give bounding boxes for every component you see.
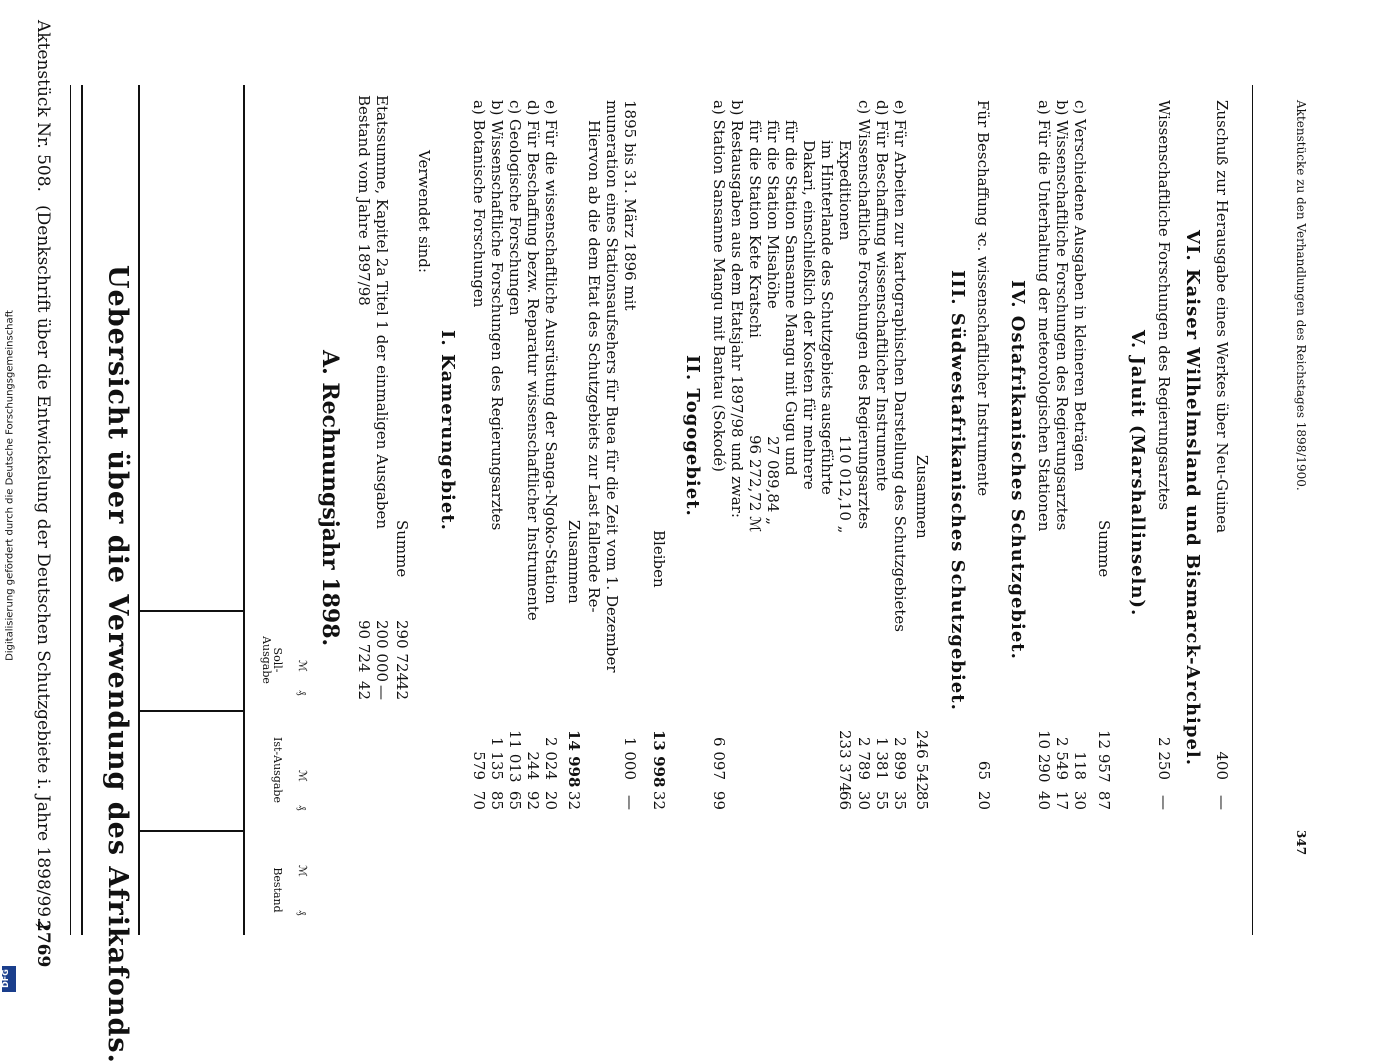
ostafrika-item-a: a) Für die Unterhaltung der meteorologischen Stationen xyxy=(1035,100,1053,532)
togo-zusammen-pf: 85 xyxy=(913,790,931,810)
suedwest-item-pf: 20 xyxy=(975,790,993,810)
kamerun-zusammen-mark: 14 998 xyxy=(565,730,583,788)
ostafrika-item-c: c) Verschiedene Ausgaben in kleineren Beträgen xyxy=(1071,100,1089,472)
col-divider-2 xyxy=(138,710,243,712)
col-divider-1 xyxy=(138,610,243,612)
suedwest-item-mark: 65 xyxy=(975,760,993,780)
col-unit-ist-mark: ℳ xyxy=(296,770,309,782)
kamerun-item-a-pf: 70 xyxy=(470,790,488,810)
kamerun-item-b: b) Wissenschaftliche Forschungen des Regierungsarztes xyxy=(488,100,506,531)
header-page-number: 2769 xyxy=(33,920,53,968)
summe-mark: 290 724 xyxy=(393,620,411,683)
kamerun-bleiben-label: Bleiben xyxy=(650,530,668,588)
etats-pf: — xyxy=(373,685,391,700)
dfg-logo-text: DFG xyxy=(0,969,10,988)
ostafrika-heading: IV. Ostafrikanisches Schutzgebiet. xyxy=(1007,280,1028,660)
summe-label: Summe xyxy=(393,520,411,578)
ostafrika-summe-pf: 87 xyxy=(1095,790,1113,810)
bestand-label: Bestand vom Jahre 1897/98 xyxy=(355,95,373,306)
col-header-soll: Soll-Ausgabe xyxy=(260,636,284,684)
togo-item-a: a) Station Sansanne Mangu mit Bantau (Sokodé) xyxy=(710,100,728,473)
togo-b-amount: 110 012,10 „ xyxy=(836,435,854,534)
togo-item-c: c) Wissenschaftliche Forschungen des Regierungsarztes xyxy=(855,100,873,530)
kamerun-item-d: d) Für Beschaffung bezw. Reparatur wissenschaftlicher Instrumente xyxy=(524,100,542,621)
wilhelmsland-heading: VI. Kaiser Wilhelmsland und Bismarck-Archipel. xyxy=(1182,230,1203,767)
col-unit-soll-mark: ℳ xyxy=(296,660,309,672)
jaluit-item: Wissenschaftliche Forschungen des Regierungsarztes xyxy=(1155,100,1173,511)
col-header-ist: Ist-Ausgabe xyxy=(271,737,284,803)
kamerun-hiervon-line3: 1895 bis 31. März 1896 mit xyxy=(621,100,639,311)
summe-pf: 42 xyxy=(393,680,411,700)
col-header-bestand: Bestand xyxy=(271,867,284,913)
kamerun-item-c: c) Geologische Forschungen xyxy=(506,100,524,316)
ostafrika-item-b: b) Wissenschaftliche Forschungen des Regierungsarztes xyxy=(1053,100,1071,531)
table-bottom-rule xyxy=(1252,85,1253,935)
dfg-logo xyxy=(2,966,16,992)
table-header-rule xyxy=(138,85,140,935)
etats-mark: 200 000 xyxy=(373,620,391,683)
togo-zusammen-mark: 246 542 xyxy=(913,730,931,793)
togo-item-a-mark: 6 097 xyxy=(710,737,728,780)
kamerun-hiervon-line2: muneration eines Stationsaufsehers für Buea für die Zeit vom 1. Dezember xyxy=(603,100,621,673)
ostafrika-item-a-pf: 40 xyxy=(1035,790,1053,810)
col-unit-ist-pf: ₰ xyxy=(296,805,309,811)
kamerun-zusammen-label: Zusammen xyxy=(565,520,583,604)
wilhelmsland-item-mark: 400 xyxy=(1213,751,1231,780)
togo-b-line: Dakari, einschließlich der Kosten für mehrere xyxy=(800,140,818,490)
page-title: Uebersicht über die Verwendung des Afrikafonds. xyxy=(102,265,133,1064)
ostafrika-summe-label: Summe xyxy=(1095,520,1113,578)
header-left: Aktenstück Nr. 508. xyxy=(33,20,53,192)
togo-b-line: für die Station Kete Kratschi xyxy=(746,120,764,338)
col-unit-soll-pf: ₰ xyxy=(296,690,309,696)
wilhelmsland-item-pf: — xyxy=(1213,795,1231,810)
kamerun-item-a-mark: 579 xyxy=(470,751,488,780)
togo-b-line: für die Station Sansanne Mangu mit Gugu und xyxy=(782,120,800,476)
scan-note: Digitalisierung gefördert durch die Deutsche Forschungsgemeinschaft xyxy=(4,310,16,661)
kamerun-bleiben-mark: 13 998 xyxy=(650,730,668,788)
togo-b-line: Expeditionen xyxy=(836,140,854,241)
ostafrika-item-a-mark: 10 290 xyxy=(1035,730,1053,783)
kamerun-hiervon-line1: Hiervon ab die dem Etat des Schutzgebiets zur Last fallende Re- xyxy=(585,120,603,613)
kamerun-item-c-pf: 65 xyxy=(506,790,524,810)
suedwest-item: Für Beschaffung ꝛc. wissenschaftlicher Instrumente xyxy=(974,100,992,497)
togo-heading: II. Togogebiet. xyxy=(682,355,703,517)
header-middle: (Denkschrift über die Entwickelung der Deutschen Schutzgebiete i. Jahre 1898/99.) xyxy=(33,205,53,930)
footer-page-number: 347 xyxy=(1294,830,1308,856)
jaluit-heading: V. Jaluit (Marshallinseln). xyxy=(1127,330,1148,617)
scan-note-strip xyxy=(0,0,20,1000)
togo-item-a-pf: 99 xyxy=(710,790,728,810)
togo-b-line: im Hinterlande des Schutzgebiets ausgeführte xyxy=(818,140,836,495)
kamerun-item-c-mark: 11 013 xyxy=(506,730,524,783)
verwendet-label: Verwendet sind: xyxy=(415,150,433,273)
wilhelmsland-item: Zuschuß zur Herausgabe eines Werkes über Neu-Guinea xyxy=(1213,100,1231,534)
togo-item-e-pf: 35 xyxy=(891,790,909,810)
togo-b-line: für die Station Misahöhe xyxy=(764,120,782,309)
jaluit-item-pf: — xyxy=(1155,795,1173,810)
togo-item-c-mark: 2 789 xyxy=(855,737,873,780)
togo-item-b-mark: 233 374 xyxy=(836,730,854,793)
togo-item-e-mark: 2 899 xyxy=(891,737,909,780)
ostafrika-summe-mark: 12 957 xyxy=(1095,730,1113,783)
kamerun-hiervon-mark: 1 000 xyxy=(621,737,639,780)
togo-b-amount: 27 089,84 „ xyxy=(764,436,782,525)
kamerun-item-a: a) Botanische Forschungen xyxy=(470,100,488,308)
ostafrika-item-b-mark: 2 549 xyxy=(1053,737,1071,780)
header-rule-thick xyxy=(81,85,83,935)
kamerun-item-b-pf: 85 xyxy=(488,790,506,810)
table-top-rule xyxy=(243,85,245,935)
jaluit-item-mark: 2 250 xyxy=(1155,737,1173,780)
togo-item-c-pf: 30 xyxy=(855,790,873,810)
footer-left: Aktenstücke zu den Verhandlungen des Reichstages 1898/1900. xyxy=(1294,100,1308,491)
kamerun-item-e-pf: 20 xyxy=(542,790,560,810)
togo-item-d-pf: 55 xyxy=(873,790,891,810)
togo-item-d: d) Für Beschaffung wissenschaftlicher Instrumente xyxy=(873,100,891,492)
ostafrika-item-c-mark: 118 xyxy=(1071,751,1089,780)
kamerun-heading: I. Kamerungebiet. xyxy=(437,330,458,531)
kamerun-item-d-pf: 92 xyxy=(524,790,542,810)
kamerun-bleiben-pf: 32 xyxy=(650,790,668,810)
kamerun-item-d-mark: 244 xyxy=(524,751,542,780)
bestand-pf: 42 xyxy=(355,680,373,700)
kamerun-zusammen-pf: 32 xyxy=(565,790,583,810)
col-unit-bestand-pf: ₰ xyxy=(296,910,309,916)
togo-item-e: e) Für Arbeiten zur kartographischen Darstellung des Schutzgebietes xyxy=(891,100,909,632)
section-a-heading: A. Rechnungsjahr 1898. xyxy=(317,350,343,647)
togo-zusammen-label: Zusammen xyxy=(913,455,931,539)
togo-item-b-pf: 66 xyxy=(836,790,854,810)
kamerun-item-b-mark: 1 135 xyxy=(488,737,506,780)
ostafrika-item-b-pf: 17 xyxy=(1053,790,1071,810)
suedwest-heading: III. Südwestafrikanisches Schutzgebiet. xyxy=(947,270,968,711)
togo-item-d-mark: 1 381 xyxy=(873,737,891,780)
togo-item-b: b) Restausgaben aus dem Etatsjahr 1897/98 und zwar: xyxy=(728,100,746,518)
kamerun-item-e: e) Für die wissenschaftliche Ausrüstung der Sanga-Ngoko-Station xyxy=(542,100,560,604)
bestand-mark: 90 724 xyxy=(355,620,373,673)
ostafrika-item-c-pf: 30 xyxy=(1071,790,1089,810)
kamerun-hiervon-pf: — xyxy=(621,795,639,810)
header-rule-thin xyxy=(70,85,71,935)
kamerun-item-e-mark: 2 024 xyxy=(542,737,560,780)
etats-label: Etatssumme, Kapitel 2a Titel 1 der einmaligen Ausgaben xyxy=(373,95,391,530)
col-divider-3 xyxy=(138,830,243,832)
togo-b-amount: 96 272,72 ℳ xyxy=(746,435,764,533)
col-unit-bestand-mark: ℳ xyxy=(296,865,309,877)
